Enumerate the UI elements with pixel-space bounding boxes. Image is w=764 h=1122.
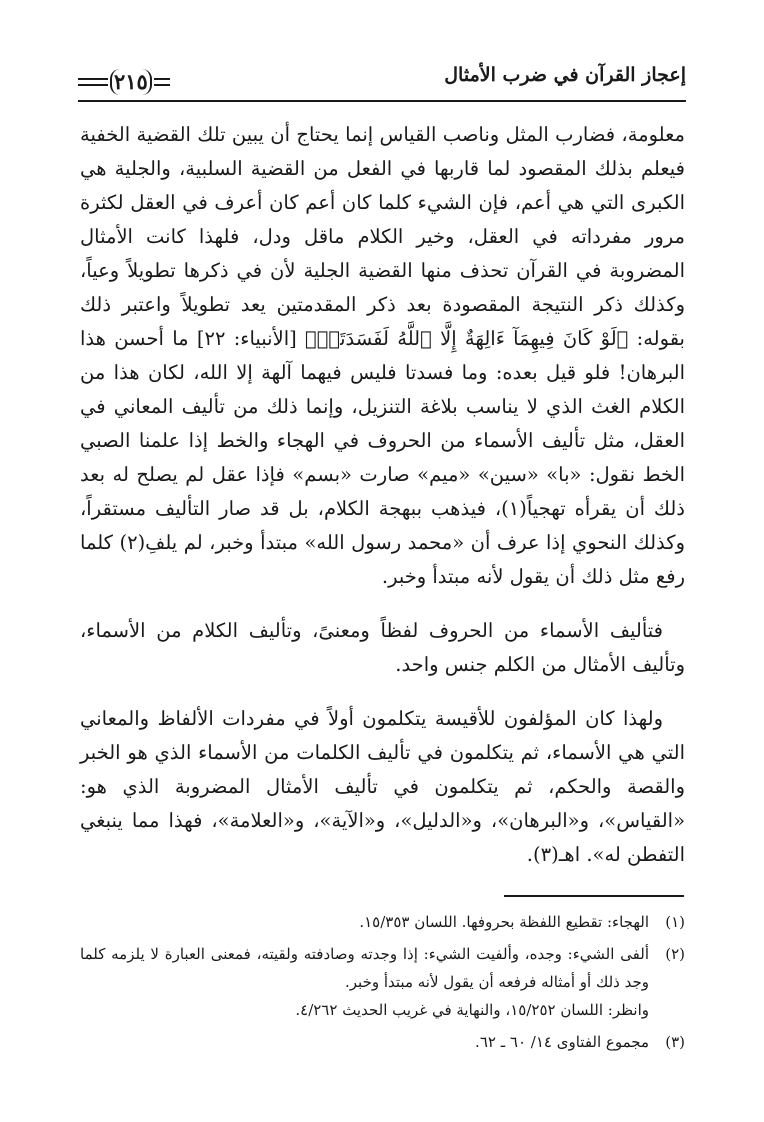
paragraph-2: فتأليف الأسماء من الحروف لفظاً ومعنىً، وتأليف الكلام من الأسماء، وتأليف الأمثال من الكلم جنس واحد. — [80, 619, 685, 676]
footnote-separator — [504, 895, 684, 897]
footnote-number: (٣) — [665, 1033, 685, 1051]
footnote-2 — [80, 940, 685, 1024]
page-header — [78, 62, 686, 102]
ornament-lines-left — [78, 78, 108, 86]
paragraph-3: ولهذا كان المؤلفون للأقيسة يتكلمون أولاً في مفردات الألفاظ والمعاني التي هي الأسماء، ثم يتكلمون في تأليف الكلمات من الأسماء الذي هو الخبر والقصة والحكم، ثم يتكلمون في تأليف الأمثال المضروبة الذي هو: «القياس»، و«البرهان»، و«الدليل»، و«الآية»، و«العلامة»، فهذا مما ينبغي التفطن له». اهـ(٣). — [80, 707, 685, 866]
footnote-number: (١) — [665, 913, 685, 931]
page-number-ornament — [78, 62, 170, 102]
paragraph-1: معلومة، فضارب المثل وناصب القياس إنما يحتاج أن يبين تلك القضية الخفية فيعلم بذلك المقصود لما قاربها في الفعل من القضية السلبية، والجلية هي الكبرى التي هي أعم، فإن الشيء كلما كان أعم كان أعرف في العقل لكثرة مرور مفرداته في العقل، وخير الكلام ماقل ودل، فلهذا كانت الأمثال المضروبة في القرآن تحذف منها القضية الجلية لأن في ذكرها تطويلاً وعياً، وكذلك ذكر النتيجة المقصودة بعد ذكر المقدمتين يعد تطويلاً واعتبر ذلك بقوله: ﴿لَوْ كَانَ فِيهِمَآ ءَالِهَةٌ إِلَّا ٱللَّهُ لَفَسَدَتَاۚ﴾ [الأنبياء: ٢٢] ما أحسن هذا البرهان! فلو قيل بعده: وما فسدتا فليس فيهما آلهة إلا الله، لكان هذا من الكلام الغث الذي لا يناسب بلاغة التنزيل، وإنما ذلك من تأليف المعاني في العقل، مثل تأليف الأسماء من الحروف في الهجاء والخط إذا علمنا الصبي الخط نقول: «با» «سين» «ميم» صارت «بسم» فإذا عقل لم يصلح له بعد ذلك أن يقرأه تهجياً(١)، فيذهب ببهجة الكلام، بل قد صار التأليف مستقراً، وكذلك النحوي إذا عرف أن «محمد رسول الله» مبتدأ وخبر، لم يلفِ(٢) كلما رفع مثل ذلك أن يقول لأنه مبتدأ وخبر. — [80, 123, 685, 588]
footnote-line: الهجاء: تقطيع اللفظة بحروفها. اللسان ١٥/٣٥٣. — [359, 913, 649, 931]
main-text — [80, 118, 685, 872]
footnote-body — [80, 1028, 649, 1056]
footnote-line: وانظر: اللسان ١٥/٢٥٢، والنهاية في غريب الحديث ٤/٢٦٢. — [295, 1001, 649, 1019]
running-title: إعجاز القرآن في ضرب الأمثال — [444, 64, 686, 86]
footnote-line: ألفى الشيء: وجده، وألفيت الشيء: إذا وجدته وصادفته ولقيته، فمعنى العبارة لا يلزمه كلما وجد ذلك أو أمثاله فرفعه أن يقول لأنه مبتدأ وخبر. — [80, 945, 649, 991]
footnotes — [80, 908, 685, 1060]
page-number: ٢١٥ — [110, 69, 152, 95]
ornament-lines-right — [154, 78, 170, 86]
footnote-number: (٢) — [665, 945, 685, 963]
footnote-body — [80, 908, 649, 936]
footnote-line: مجموع الفتاوى ١٤/ ٦٠ ـ ٦٢. — [475, 1033, 649, 1051]
footnote-1 — [80, 908, 685, 936]
header-rule — [78, 100, 686, 102]
footnote-body — [80, 940, 649, 1024]
footnote-3 — [80, 1028, 685, 1056]
